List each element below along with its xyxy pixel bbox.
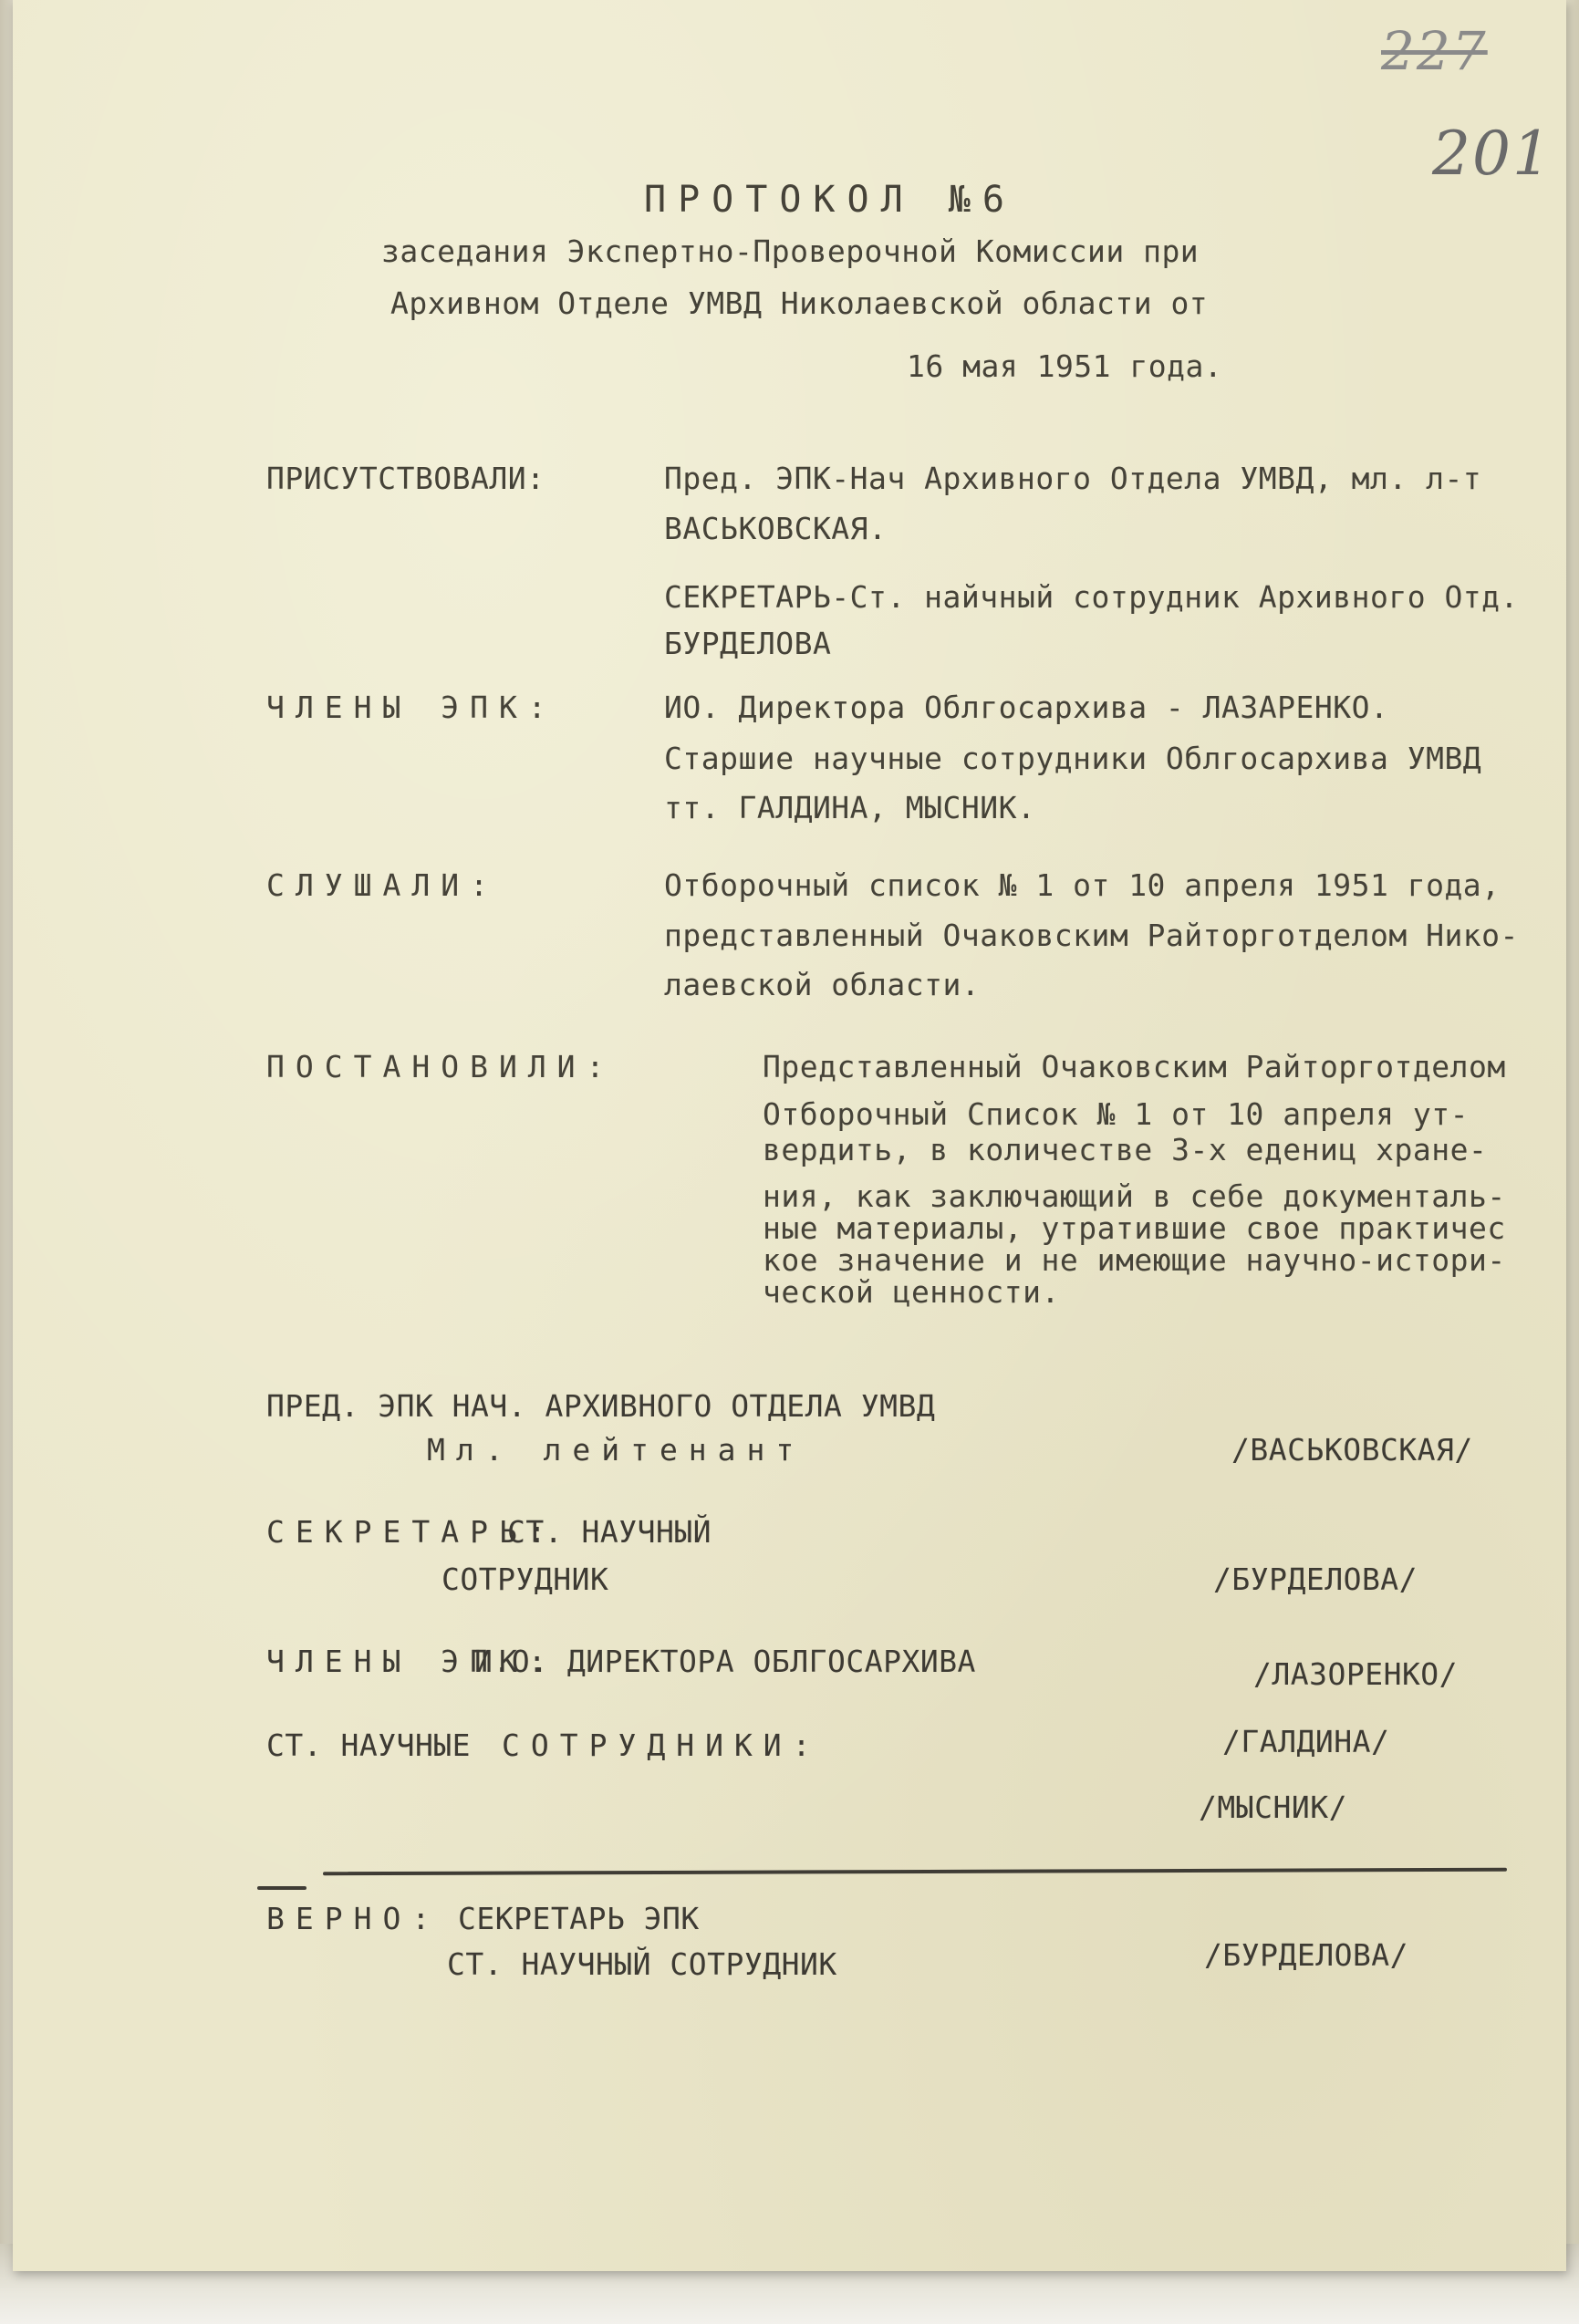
resolved-line-4: ния, как заключающий в себе документаль-: [763, 1178, 1506, 1214]
certification-label: ВЕРНО:: [266, 1901, 441, 1936]
separator-rule-short: [257, 1886, 306, 1890]
certification-line-1: СЕКРЕТАРЬ ЭПК: [458, 1901, 700, 1936]
document-title: ПРОТОКОЛ №6: [644, 179, 1016, 221]
resolved-line-6: кое значение и не имеющие научно-истори-: [763, 1242, 1506, 1278]
archive-number-crossed: 227: [1381, 20, 1488, 82]
heard-label: СЛУШАЛИ:: [266, 867, 499, 903]
header-line-1: заседания Экспертно-Проверочной Комиссии при: [381, 233, 1200, 269]
signature-secretary-role-2: СОТРУДНИК: [441, 1561, 609, 1597]
members-line-1: ИО. Директора Облгосархива - ЛАЗАРЕНКО.: [664, 690, 1389, 725]
present-label: ПРИСУТСТВОВАЛИ:: [266, 461, 545, 496]
heard-line-1: Отборочный список № 1 от 10 апреля 1951 года,: [664, 867, 1501, 903]
signature-secretary-label: СЕКРЕТАРЬ:: [266, 1514, 557, 1550]
present-line-4: БУРДЕЛОВА: [664, 626, 832, 661]
signature-members-name: /ЛАЗОРЕНКО/: [1253, 1656, 1459, 1692]
signature-members-role: И.О. ДИРЕКТОРА ОБЛГОСАРХИВА: [474, 1644, 976, 1679]
signature-chair-name: /ВАСЬКОВСКАЯ/: [1231, 1432, 1473, 1468]
resolved-label: ПОСТАНОВИЛИ:: [266, 1049, 616, 1084]
signature-members-label: ЧЛЕНЫ ЭПК:: [266, 1644, 557, 1679]
archive-number-current: 201: [1432, 119, 1553, 189]
separator-rule-long: [323, 1868, 1507, 1876]
members-line-2: Старшие научные сотрудники Облгосархива УМВД: [664, 741, 1482, 776]
members-label: ЧЛЕНЫ ЭПК:: [266, 690, 557, 725]
signature-senior-prefix: СТ. НАУЧНЫЕ: [266, 1727, 472, 1763]
members-line-3: тт. ГАЛДИНА, МЫСНИК.: [664, 790, 1036, 825]
signature-chair-title: ПРЕД. ЭПК НАЧ. АРХИВНОГО ОТДЕЛА УМВД: [266, 1388, 936, 1424]
resolved-line-3: вердить, в количестве 3-х едениц хране-: [763, 1132, 1488, 1167]
resolved-line-1: Представленный Очаковским Райторготделом: [763, 1049, 1506, 1084]
heard-line-2: представленный Очаковским Райторготделом Нико-: [664, 918, 1519, 953]
signature-senior-name-2: /МЫСНИК/: [1199, 1790, 1347, 1825]
resolved-line-7: ческой ценности.: [763, 1274, 1060, 1310]
resolved-line-5: ные материалы, утратившие свое практичес: [763, 1210, 1506, 1246]
signature-secretary-role-1: СТ. НАУЧНЫЙ: [507, 1514, 712, 1550]
signature-senior-name-1: /ГАЛДИНА/: [1222, 1724, 1390, 1759]
header-line-2: Архивном Отделе УМВД Николаевской области от: [390, 285, 1209, 321]
signature-secretary-name: /БУРДЕЛОВА/: [1213, 1561, 1418, 1597]
present-line-2: ВАСЬКОВСКАЯ.: [664, 511, 888, 546]
header-date: 16 мая 1951 года.: [907, 348, 1223, 384]
certification-name: /БУРДЕЛОВА/: [1204, 1937, 1409, 1973]
resolved-line-2: Отборочный Список № 1 от 10 апреля ут-: [763, 1096, 1469, 1132]
signature-chair-rank: Мл. лейтенант: [427, 1432, 805, 1468]
heard-line-3: лаевской области.: [664, 967, 981, 1002]
present-line-1: Пред. ЭПК-Нач Архивного Отдела УМВД, мл. л-т: [664, 461, 1482, 496]
certification-line-2: СТ. НАУЧНЫЙ СОТРУДНИК: [447, 1946, 837, 1982]
document-page: [13, 0, 1566, 2271]
present-line-3: СЕКРЕТАРЬ-Ст. найчный сотрудник Архивного Отд.: [664, 579, 1519, 615]
signature-senior-label: СОТРУДНИКИ:: [502, 1727, 822, 1763]
